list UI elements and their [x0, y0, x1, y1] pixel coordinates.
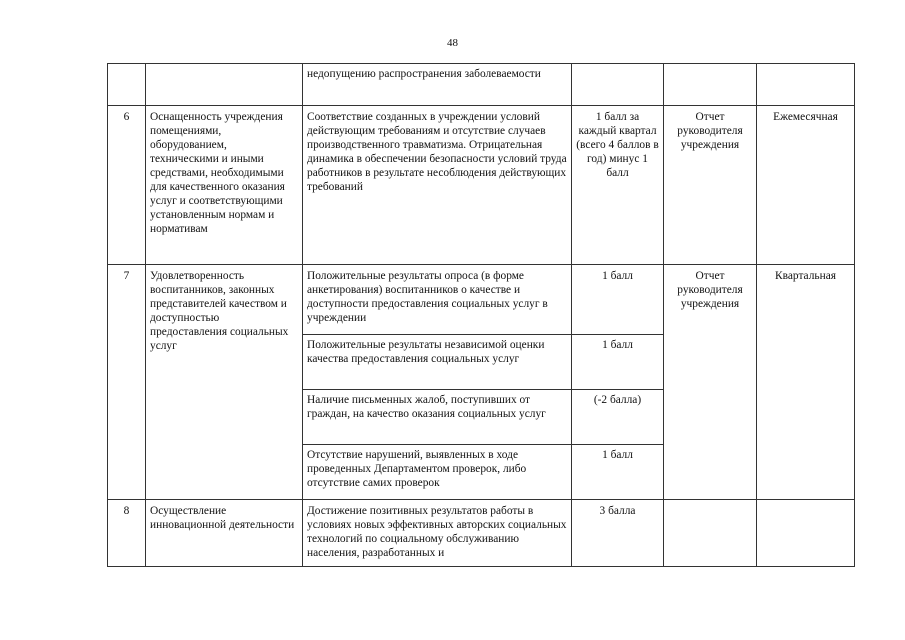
points-cell: 1 балл [572, 445, 664, 500]
indicator-cell: Достижение позитивных результатов работы в условиях новых эффективных авторских социальных технологий по социальному обслуживанию населения, разработанных и [303, 500, 572, 567]
report-cell [664, 64, 757, 106]
indicator-cell: Отсутствие нарушений, выявленных в ходе проведенных Департаментом проверок, либо отсутствие самих проверок [303, 445, 572, 500]
points-cell: 3 балла [572, 500, 664, 567]
report-cell: Отчет руководителя учреждения [664, 265, 757, 500]
report-cell: Отчет руководителя учреждения [664, 106, 757, 265]
table-row [108, 500, 855, 567]
row-number [108, 64, 146, 106]
criterion-cell: Удовлетворенность воспитанников, законных представителей качеством и доступностью предоставления социальных услуг [146, 265, 303, 500]
indicator-cell: Положительные результаты опроса (в форме анкетирования) воспитанников о качестве и доступности предоставления социальных услуг в учреждении [303, 265, 572, 335]
points-cell [572, 64, 664, 106]
period-cell: Квартальная [757, 265, 855, 500]
report-cell [664, 500, 757, 567]
page-number: 48 [447, 37, 458, 49]
criterion-cell: Оснащенность учреждения помещениями, оборудованием, техническими и иными средствами, необходимыми для качественного оказания услуг и соответствующими установленным нормам и нормативам [146, 106, 303, 265]
criteria-table [107, 63, 855, 567]
criterion-cell: Осуществление инновационной деятельности [146, 500, 303, 567]
row-number: 8 [108, 500, 146, 567]
period-cell [757, 500, 855, 567]
period-cell: Ежемесячная [757, 106, 855, 265]
table-row [108, 106, 855, 265]
indicator-cell: Наличие письменных жалоб, поступивших от граждан, на качество оказания социальных услуг [303, 390, 572, 445]
row-number: 7 [108, 265, 146, 500]
table-row [108, 64, 855, 106]
period-cell [757, 64, 855, 106]
indicator-cell: Положительные результаты независимой оценки качества предоставления социальных услуг [303, 335, 572, 390]
table-row [108, 265, 855, 335]
points-cell: 1 балл за каждый квартал (всего 4 баллов в год) минус 1 балл [572, 106, 664, 265]
points-cell: (-2 балла) [572, 390, 664, 445]
points-cell: 1 балл [572, 335, 664, 390]
indicator-cell: Соответствие созданных в учреждении условий действующим требованиям и отсутствие случаев производственного травматизма. Отрицательная динамика в обеспечении безопасности условий труда работников в результате несоблюдения действующих требований [303, 106, 572, 265]
row-number: 6 [108, 106, 146, 265]
criterion-cell [146, 64, 303, 106]
points-cell: 1 балл [572, 265, 664, 335]
indicator-cell: недопущению распространения заболеваемости [303, 64, 572, 106]
